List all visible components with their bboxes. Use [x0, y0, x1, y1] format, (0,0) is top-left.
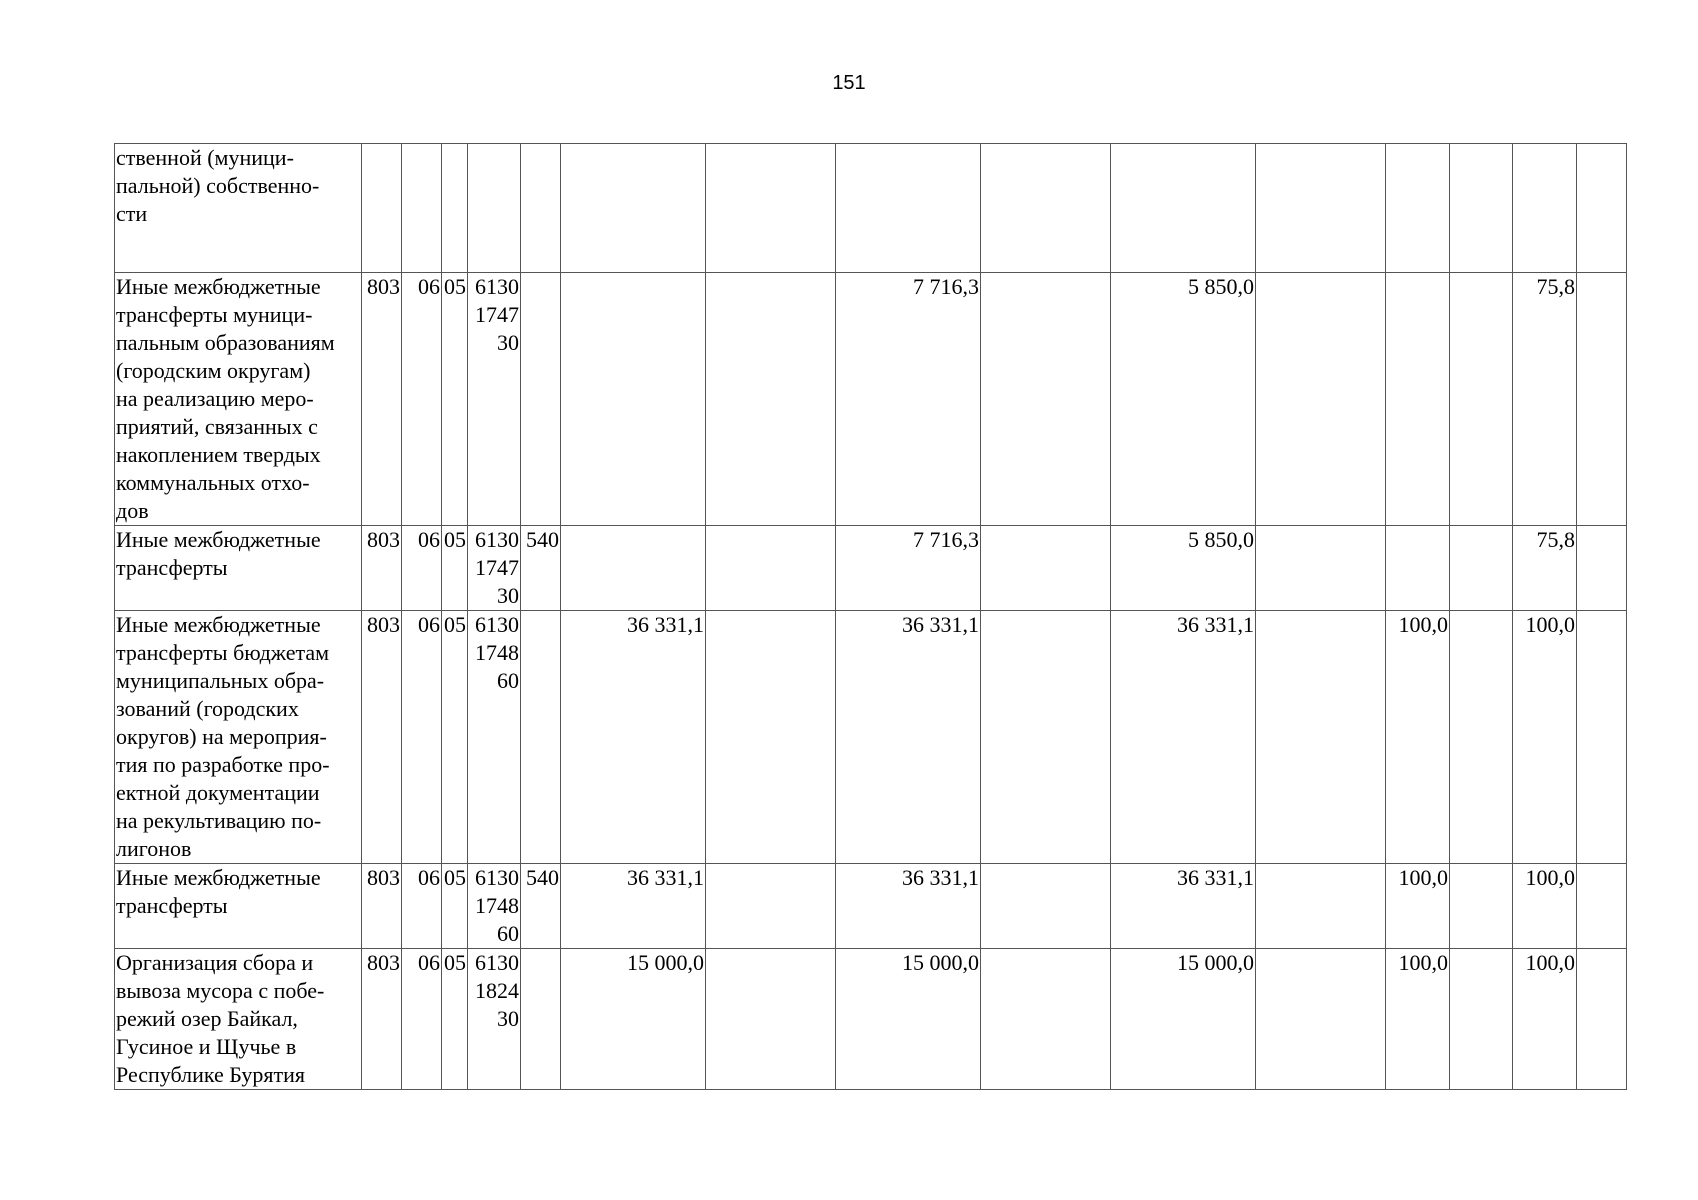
code-pr: 05	[442, 864, 468, 949]
value-3: 7 716,3	[836, 526, 981, 611]
code-gr: 803	[362, 526, 402, 611]
percent-2	[1450, 611, 1513, 864]
value-5: 5 850,0	[1111, 526, 1256, 611]
percent-2	[1450, 864, 1513, 949]
percent-3	[1513, 144, 1577, 273]
code-pr: 05	[442, 273, 468, 526]
value-3: 7 716,3	[836, 273, 981, 526]
code-gr: 803	[362, 864, 402, 949]
value-5: 5 850,0	[1111, 273, 1256, 526]
empty-cell	[1577, 273, 1627, 526]
percent-2	[1450, 144, 1513, 273]
row-name: Иные межбюджетные трансферты	[115, 526, 362, 611]
code-gr	[362, 144, 402, 273]
value-2	[706, 273, 836, 526]
code-gr: 803	[362, 611, 402, 864]
value-3: 36 331,1	[836, 864, 981, 949]
empty-cell	[1577, 864, 1627, 949]
percent-3: 100,0	[1513, 611, 1577, 864]
value-3: 15 000,0	[836, 949, 981, 1090]
code-vr	[521, 611, 561, 864]
value-4	[981, 949, 1111, 1090]
value-6	[1256, 949, 1386, 1090]
percent-1: 100,0	[1386, 864, 1450, 949]
code-rz: 06	[402, 949, 442, 1090]
table-row	[115, 273, 1627, 526]
row-name: Иные межбюджетные трансферты муници- пальным образованиям (городским округам) на реализацию меро- приятий, связанных с накоплением твердых коммунальных отхо- дов	[115, 273, 362, 526]
value-6	[1256, 144, 1386, 273]
value-1: 36 331,1	[561, 611, 706, 864]
value-4	[981, 864, 1111, 949]
value-6	[1256, 611, 1386, 864]
code-pr	[442, 144, 468, 273]
code-cs: 6130 1824 30	[468, 949, 521, 1090]
code-pr: 05	[442, 611, 468, 864]
code-vr: 540	[521, 526, 561, 611]
percent-2	[1450, 526, 1513, 611]
code-vr: 540	[521, 864, 561, 949]
code-gr: 803	[362, 273, 402, 526]
percent-1	[1386, 526, 1450, 611]
percent-3: 75,8	[1513, 526, 1577, 611]
page-number: 151	[832, 72, 866, 94]
row-name: Иные межбюджетные трансферты бюджетам муниципальных обра- зований (городских округов) на мероприя- тия по разработке про- ектной документации на рекультивацию по- лигонов	[115, 611, 362, 864]
value-6	[1256, 864, 1386, 949]
code-rz: 06	[402, 864, 442, 949]
code-cs	[468, 144, 521, 273]
percent-1	[1386, 144, 1450, 273]
code-cs: 6130 1748 60	[468, 611, 521, 864]
code-vr	[521, 144, 561, 273]
value-5	[1111, 144, 1256, 273]
code-cs: 6130 1747 30	[468, 526, 521, 611]
value-3	[836, 144, 981, 273]
code-rz: 06	[402, 526, 442, 611]
empty-cell	[1577, 949, 1627, 1090]
value-5: 36 331,1	[1111, 611, 1256, 864]
percent-2	[1450, 949, 1513, 1090]
value-4	[981, 526, 1111, 611]
value-4	[981, 611, 1111, 864]
value-1	[561, 526, 706, 611]
table-row	[115, 611, 1627, 864]
code-vr	[521, 273, 561, 526]
value-1	[561, 273, 706, 526]
table-row	[115, 864, 1627, 949]
value-4	[981, 144, 1111, 273]
percent-1	[1386, 273, 1450, 526]
value-3: 36 331,1	[836, 611, 981, 864]
value-6	[1256, 526, 1386, 611]
table-row	[115, 144, 1627, 273]
value-1	[561, 144, 706, 273]
percent-3: 100,0	[1513, 949, 1577, 1090]
percent-1: 100,0	[1386, 611, 1450, 864]
value-1: 15 000,0	[561, 949, 706, 1090]
code-cs: 6130 1748 60	[468, 864, 521, 949]
code-vr	[521, 949, 561, 1090]
code-pr: 05	[442, 949, 468, 1090]
value-2	[706, 611, 836, 864]
code-rz	[402, 144, 442, 273]
percent-3: 75,8	[1513, 273, 1577, 526]
value-6	[1256, 273, 1386, 526]
value-5: 15 000,0	[1111, 949, 1256, 1090]
value-5: 36 331,1	[1111, 864, 1256, 949]
value-2	[706, 526, 836, 611]
code-gr: 803	[362, 949, 402, 1090]
budget-table	[114, 143, 1627, 1090]
code-cs: 6130 1747 30	[468, 273, 521, 526]
row-name: ственной (муници- пальной) собственно- сти	[115, 144, 362, 273]
code-rz: 06	[402, 273, 442, 526]
code-rz: 06	[402, 611, 442, 864]
value-2	[706, 144, 836, 273]
percent-3: 100,0	[1513, 864, 1577, 949]
percent-2	[1450, 273, 1513, 526]
empty-cell	[1577, 526, 1627, 611]
empty-cell	[1577, 144, 1627, 273]
value-1: 36 331,1	[561, 864, 706, 949]
row-name: Организация сбора и вывоза мусора с побе- режий озер Байкал, Гусиное и Щучье в Республике Бурятия	[115, 949, 362, 1090]
value-4	[981, 273, 1111, 526]
percent-1: 100,0	[1386, 949, 1450, 1090]
value-2	[706, 949, 836, 1090]
row-name: Иные межбюджетные трансферты	[115, 864, 362, 949]
empty-cell	[1577, 611, 1627, 864]
table-row	[115, 949, 1627, 1090]
table-row	[115, 526, 1627, 611]
code-pr: 05	[442, 526, 468, 611]
value-2	[706, 864, 836, 949]
